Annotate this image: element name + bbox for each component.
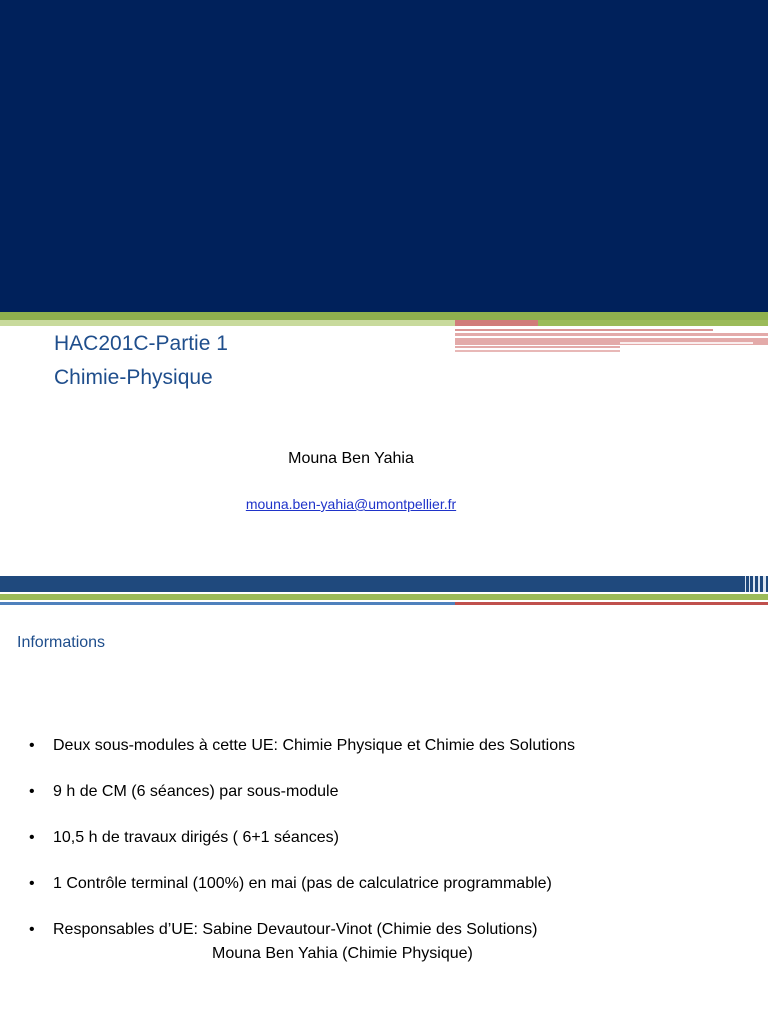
list-item-text: Responsables d’UE: Sabine Devautour-Vinot (Chimie des Solutions) bbox=[53, 921, 538, 938]
list-item-text: Deux sous-modules à cette UE: Chimie Physique et Chimie des Solutions bbox=[53, 737, 576, 754]
title-banner bbox=[0, 0, 768, 312]
informations-slide bbox=[0, 576, 768, 1024]
author-name: Mouna Ben Yahia bbox=[288, 450, 414, 467]
header-stripes bbox=[0, 576, 768, 608]
list-item-continuation: Mouna Ben Yahia (Chimie Physique) bbox=[212, 945, 473, 962]
bullet-icon: • bbox=[29, 737, 35, 754]
section-title: Informations bbox=[17, 634, 106, 651]
bullet-icon: • bbox=[29, 829, 35, 846]
list-item-text: 1 Contrôle terminal (100%) en mai (pas de calculatrice programmable) bbox=[53, 875, 552, 892]
author-email-link[interactable]: mouna.ben-yahia@umontpellier.fr bbox=[245, 496, 457, 512]
bullet-icon: • bbox=[29, 783, 35, 800]
bullet-icon: • bbox=[29, 875, 35, 892]
list-item-text: 10,5 h de travaux dirigés ( 6+1 séances) bbox=[53, 829, 339, 846]
list-item-text: 9 h de CM (6 séances) par sous-module bbox=[53, 783, 339, 800]
presentation-subtitle: Chimie-Physique bbox=[54, 366, 213, 389]
bullet-icon: • bbox=[29, 921, 35, 938]
presentation-title: HAC201C-Partie 1 bbox=[54, 332, 228, 355]
